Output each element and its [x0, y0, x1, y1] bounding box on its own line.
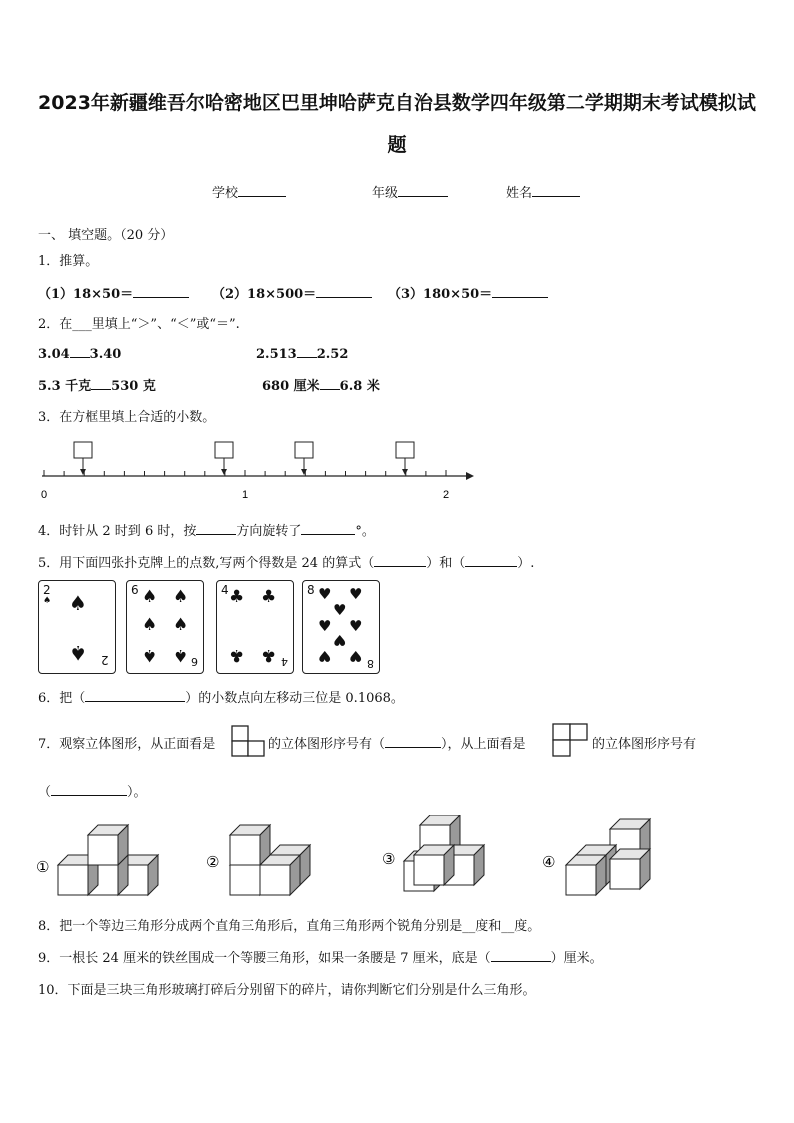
q10: 10．下面是三块三角形玻璃打碎后分别留下的碎片，请你判断它们分别是什么三角形。 — [38, 983, 536, 998]
figure-label-2: ② — [206, 853, 220, 871]
top-view-shape-icon — [551, 722, 589, 758]
q1-stem: 1．推算。 — [38, 254, 99, 269]
q1-part3[interactable]: （3）180×50＝ — [388, 283, 548, 302]
front-view-shape-icon — [230, 724, 266, 758]
figure-label-3: ③ — [382, 850, 396, 868]
section-heading: 一、 填空题。（20 分） — [38, 228, 174, 243]
q8[interactable]: 8．把一个等边三角形分成两个直角三角形后，直角三角形两个锐角分别是__度和__度。 — [38, 919, 541, 934]
q7-blank2[interactable]: （ ）。 — [38, 781, 147, 800]
name-field[interactable] — [506, 182, 580, 201]
q5-stem[interactable]: 5．用下面四张扑克牌上的点数,写两个得数是 24 的算式（ ）和（ ）. — [38, 552, 534, 571]
answer-box-1[interactable] — [74, 442, 92, 475]
cube-figures — [36, 815, 736, 900]
q1-part1[interactable]: （1）18×50＝ — [38, 283, 189, 302]
number-line — [30, 436, 480, 506]
page-title: 2023年新疆维吾尔哈密地区巴里坤哈萨克自治县数学四年级第二学期期末考试模拟试 — [38, 92, 756, 114]
playing-card-2-spades: 2 ♠ ♠ ♠ 2 — [38, 580, 116, 674]
school-label: 学校 — [212, 186, 239, 201]
playing-card-6-spades: 6 ♠ ♠ ♠ ♠ ♠ ♠ 6 — [126, 580, 204, 674]
tick-label-1: 1 — [241, 489, 249, 501]
q2-compare-c[interactable]: 5.3 千克 530 克 — [38, 375, 156, 394]
answer-box-2[interactable] — [215, 442, 233, 475]
school-field[interactable] — [212, 182, 286, 201]
q7-blank1[interactable]: 的立体图形序号有（ ），从上面看是 — [268, 733, 526, 752]
q7-line1[interactable]: 7．观察立体图形，从正面看是 — [38, 737, 216, 752]
q1-part2[interactable]: （2）18×500＝ — [212, 283, 372, 302]
page-title-continued: 题 — [387, 134, 407, 156]
q3-stem: 3．在方框里填上合适的小数。 — [38, 410, 216, 425]
playing-card-4-clubs: 4 ♣ ♣ ♣ ♣ 4 — [216, 580, 294, 674]
q9[interactable]: 9．一根长 24 厘米的铁丝围成一个等腰三角形，如果一条腰是 7 厘米，底是（ ）厘米。 — [38, 947, 603, 966]
q2-stem: 2．在___里填上“＞”、“＜”或“＝”. — [38, 317, 240, 332]
grade-label: 年级 — [372, 186, 399, 201]
answer-box-3[interactable] — [295, 442, 313, 475]
q6[interactable]: 6．把（ ）的小数点向左移动三位是 0.1068。 — [38, 687, 404, 706]
answer-box-4[interactable] — [396, 442, 414, 475]
q4[interactable]: 4．时针从 2 时到 6 时，按 方向旋转了 °。 — [38, 520, 375, 539]
tick-label-2: 2 — [442, 489, 450, 501]
q2-compare-b[interactable]: 2.513 2.52 — [256, 344, 348, 362]
figure-label-1: ① — [36, 858, 50, 876]
figure-label-4: ④ — [542, 853, 556, 871]
playing-card-8-hearts: 8 ♥ ♥ ♥ ♥ ♥ ♥ ♥ ♥ 8 — [302, 580, 380, 674]
name-label: 姓名 — [506, 186, 533, 201]
tick-label-0: 0 — [40, 489, 48, 501]
q2-compare-a[interactable]: 3.04 3.40 — [38, 344, 121, 362]
q7-tail: 的立体图形序号有 — [592, 737, 697, 752]
grade-field[interactable] — [372, 182, 448, 201]
q2-compare-d[interactable]: 680 厘米 6.8 米 — [262, 375, 380, 394]
